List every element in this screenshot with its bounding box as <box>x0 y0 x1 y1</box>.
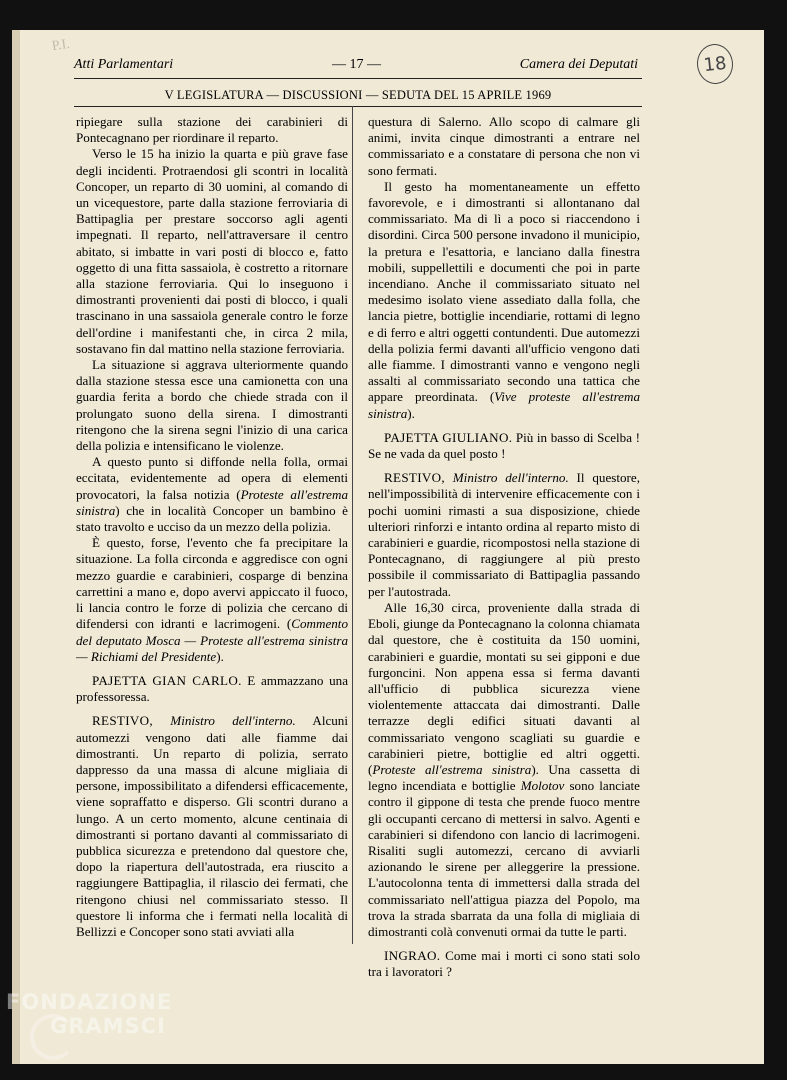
paragraph: questura di Salerno. Allo scopo di calmare gli animi, invita cinque dimostranti a entrare nel commissariato e a constatare di persona che non vi sono fermati. <box>368 114 640 178</box>
page-edge <box>12 30 20 1064</box>
paragraph: Il gesto ha momentaneamente un effetto favorevole, e i dimostranti si allontanano dal commissariato. Ma di lì a poco si riaccendono i disordini. Circa 500 persone invadono il municipio, la pretura e l'esattoria, e lanciano dalla finestra mobili, suppellettili e documenti che poi in parte incendiano. Anche il commissariato situato nel medesimo isolato viene assediato dalla folla, che lancia pietre, bottiglie incendiarie, rottami di legno e di ferro e altri oggetti contundenti. Due automezzi della polizia fermi davanti all'ufficio vengono dati alle fiamme. I dimostranti vanno e vengono negli assalti al commissariato secondo una tattica che appare preordinata. (Vive proteste all'estrema sinistra). <box>368 178 640 421</box>
paragraph: Alle 16,30 circa, proveniente dalla strada di Eboli, giunge da Pontecagnano la colonna chiamata dal questore, che è costituita da 150 uomini, carabinieri e guardie, montati su sei gipponi e due furgoncini. Non appena essa si ferma davanti all'ufficio di pubblica sicurezza viene violentemente attaccata dai dimostranti. Dalle terrazze degli edifici situati davanti al commissariato vengono scagliati su guardie e carabinieri pietre, bottiglie ed altri oggetti. (Proteste all'estrema sinistra). Una cassetta di legno incendiata e bottiglie Molotov sono lanciate contro il gippone di testa che prende fuoco mentre gli occupanti cercano di mettersi in salvo. Agenti e carabinieri si difendono con lancio di lacrimogeni. Risaliti sugli automezzi, cercano di avviarli azionando le sirene per alleggerire la pressione. L'autocolonna tenta di immettersi dalla strada del commissariato nell'attigua piazza del Popolo, ma trova la strada sbarrata da una folla di migliaia di dimostranti colà convenuti ormai da tutte le parti. <box>368 599 640 939</box>
header-rule <box>74 78 642 79</box>
watermark-g-icon <box>30 1014 76 1060</box>
paragraph: Verso le 15 ha inizio la quarta e più grave fase degli incidenti. Protraendosi gli scontri in località Concoper, un reparto di 30 uomini, al comando di un vicequestore, parte dalla stazione ferroviaria di Battipaglia per prestare soccorso agli agenti impegnati. Il reparto, nell'attraversare il centro abitato, si imbatte in vari posti di blocco e, fatto oggetto di una fitta sassaiola, è costretto a ritornare alla stazione ferroviaria. Qui lo inseguono i dimostranti provenienti dai posti di blocco, i quali trascinano in una sassaiola generale contro le forze dell'ordine i manifestanti che, in circa 2 mila, sostavano fin dal mattino nella stazione ferroviaria. <box>76 146 348 356</box>
left-column <box>76 114 348 940</box>
corner-pencil-mark: P.I. <box>50 36 71 55</box>
subheader-rule <box>74 106 642 107</box>
running-header <box>74 57 638 79</box>
speaker-name: RESTIVO, <box>384 470 445 486</box>
speech-restivo: RESTIVO, Ministro dell'interno. Il questore, nell'impossibilità di intervenire efficacemente con i pochi uomini rimasti a sua disposizione, chiede ulteriori rinforzi e intanto ordina al reparto misto di carabinieri e guardie, ricompostosi nella stazione di Pontecagnano, di raggiungere al più presto possibile il commissariato di Battipaglia passando per l'autostrada. <box>368 470 640 599</box>
session-subheader: V LEGISLATURA — DISCUSSIONI — SEDUTA DEL 15 APRILE 1969 <box>164 88 552 102</box>
speaker-name: PAJETTA GIAN CARLO. <box>92 672 242 688</box>
speech-pajetta-gian-carlo: PAJETTA GIAN CARLO. E ammazzano una professoressa. <box>76 672 349 705</box>
speaker-name: RESTIVO, <box>92 713 153 729</box>
right-column <box>368 114 640 981</box>
header-left: Atti Parlamentari <box>74 57 174 72</box>
speaker-name: INGRAO. <box>384 948 441 964</box>
watermark-logo: FONDAZIONE GRAMSCI <box>6 990 172 1038</box>
speech-pajetta-giuliano: PAJETTA GIULIANO. Più in basso di Scelba ! Se ne vada da quel posto ! <box>368 429 640 462</box>
speech-restivo: RESTIVO, Ministro dell'interno. Alcuni automezzi vengono dati alle fiamme dai dimostranti. Un reparto di polizia, serrato dappresso da una massa di alcune migliaia di persone, impossibilitato a difendersi efficacemente, viene sopraffatto e disperso. Gli scontri durano a lungo. A un certo momento, alcune centinaia di dimostranti si portano davanti al commissariato di pubblica sicurezza e pretendono dal questore che, dopo la riapertura dell'autostrada, era riuscito a raggiungere Battipaglia, il rilascio dei fermati, che ritengono chiusi nel commissariato stesso. Il questore li informa che i fermati nella località di Bellizzi e Concoper sono stati avviati alla <box>76 713 348 939</box>
paragraph: La situazione si aggrava ulteriormente quando dalla stazione stessa esce una camionetta con una guardia ferita a bordo che chiede strada con il prolungato suono della sirena. I dimostranti ritengono che la sirena segni l'inizio di una carica della polizia e intensificano le violenze. <box>76 357 348 454</box>
speaker-name: PAJETTA GIULIANO. <box>384 429 513 445</box>
paragraph: È questo, forse, l'evento che fa precipitare la situazione. La folla circonda e aggredisce con ogni mezzo guardie e carabinieri, cospargе di benzina carrettini a mano e, dopo avervi appiccato il fuoco, li lancia contro le forze di polizia che cercano di difendersi con idranti e lacrimogeni. (Commento del deputato Mosca — Proteste all'estrema sinistra — Richiami del Presidente). <box>76 535 348 664</box>
handwritten-page-number: 18 <box>695 42 735 86</box>
column-divider <box>352 106 353 944</box>
page-number: — 17 — <box>332 57 381 72</box>
paragraph: ripiegare sulla stazione dei carabinieri di Pontecagnano per riordinare il reparto. <box>76 114 348 146</box>
header-right: Camera dei Deputati <box>519 57 638 72</box>
paragraph: A questo punto si diffonde nella folla, ormai eccitata, evidentemente ad opera di elementi provocatori, la falsa notizia (Proteste all'estrema sinistra) che in località Concoper un bambino è stato travolto e ucciso da un mezzo della polizia. <box>76 454 348 535</box>
speech-ingrao: INGRAO. Come mai i morti ci sono stati solo tra i lavoratori ? <box>368 948 640 980</box>
